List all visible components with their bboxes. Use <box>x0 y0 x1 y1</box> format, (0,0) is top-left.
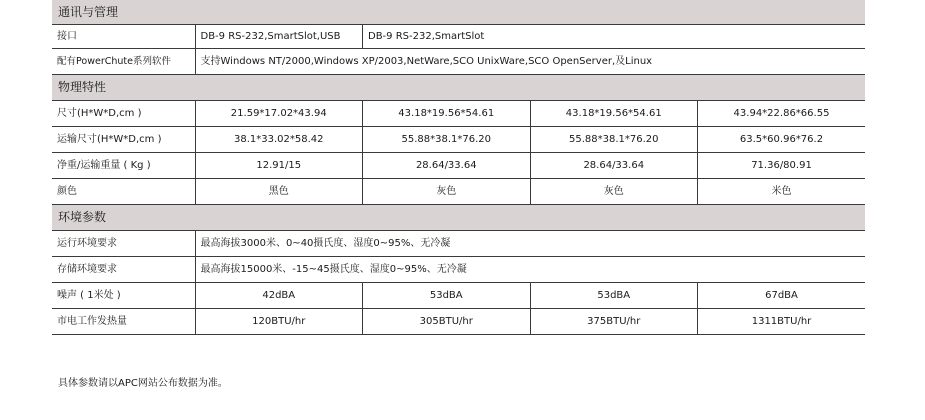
table-row <box>52 153 865 179</box>
footnote: 具体参数请以APC网站公布数据为准。 <box>58 378 228 389</box>
cell-value: 55.88*38.1*76.20 <box>530 127 698 153</box>
cell-value: 12.91/15 <box>195 153 363 179</box>
cell-value: 55.88*38.1*76.20 <box>363 127 531 153</box>
row-label: 运输尺寸(H*W*D,cm ) <box>52 127 195 153</box>
cell-value: 1311BTU/hr <box>698 309 866 335</box>
table-row <box>52 309 865 335</box>
cell-value: 43.18*19.56*54.61 <box>530 101 698 127</box>
row-label: 噪声 ( 1米处 ) <box>52 283 195 309</box>
row-label: 市电工作发热量 <box>52 309 195 335</box>
cell-value: 最高海拔3000米、0~40摄氏度、湿度0~95%、无冷凝 <box>195 231 865 257</box>
cell-value: 63.5*60.96*76.2 <box>698 127 866 153</box>
cell-value: 38.1*33.02*58.42 <box>195 127 363 153</box>
table-row <box>52 283 865 309</box>
table-row <box>52 101 865 127</box>
cell-value: 43.94*22.86*66.55 <box>698 101 866 127</box>
cell-value: 42dBA <box>195 283 363 309</box>
cell-value: 米色 <box>698 179 866 205</box>
row-label: 配有PowerChute系列软件 <box>52 49 195 75</box>
cell-value: 305BTU/hr <box>363 309 531 335</box>
cell-value: DB-9 RS-232,SmartSlot <box>363 25 866 49</box>
cell-value: 最高海拔15000米、-15~45摄氏度、湿度0~95%、无冷凝 <box>195 257 865 283</box>
table-row <box>52 49 865 75</box>
table-row <box>52 179 865 205</box>
cell-value: 灰色 <box>530 179 698 205</box>
cell-value: 28.64/33.64 <box>363 153 531 179</box>
cell-value: 67dBA <box>698 283 866 309</box>
cell-value: 53dBA <box>530 283 698 309</box>
cell-value: 375BTU/hr <box>530 309 698 335</box>
cell-value: 灰色 <box>363 179 531 205</box>
table-row <box>52 257 865 283</box>
cell-value: 支持Windows NT/2000,Windows XP/2003,NetWare,SCO UnixWare,SCO OpenServer,及Linux <box>195 49 865 75</box>
section-header-comm <box>52 0 865 25</box>
table-row <box>52 127 865 153</box>
table-row <box>52 231 865 257</box>
row-label: 尺寸(H*W*D,cm ) <box>52 101 195 127</box>
cell-value: 21.59*17.02*43.94 <box>195 101 363 127</box>
cell-value: 120BTU/hr <box>195 309 363 335</box>
section-title: 环境参数 <box>52 205 865 231</box>
row-label: 颜色 <box>52 179 195 205</box>
table-row <box>52 25 865 49</box>
cell-value: 43.18*19.56*54.61 <box>363 101 531 127</box>
cell-value: DB-9 RS-232,SmartSlot,USB <box>195 25 363 49</box>
spec-sheet <box>52 0 865 335</box>
section-header-env <box>52 205 865 231</box>
spec-table <box>52 0 865 335</box>
section-title: 通讯与管理 <box>52 0 865 25</box>
section-header-physical <box>52 75 865 101</box>
section-title: 物理特性 <box>52 75 865 101</box>
cell-value: 黑色 <box>195 179 363 205</box>
cell-value: 71.36/80.91 <box>698 153 866 179</box>
cell-value: 53dBA <box>363 283 531 309</box>
cell-value: 28.64/33.64 <box>530 153 698 179</box>
row-label: 存储环境要求 <box>52 257 195 283</box>
row-label: 净重/运输重量 ( Kg ) <box>52 153 195 179</box>
row-label: 接口 <box>52 25 195 49</box>
row-label: 运行环境要求 <box>52 231 195 257</box>
